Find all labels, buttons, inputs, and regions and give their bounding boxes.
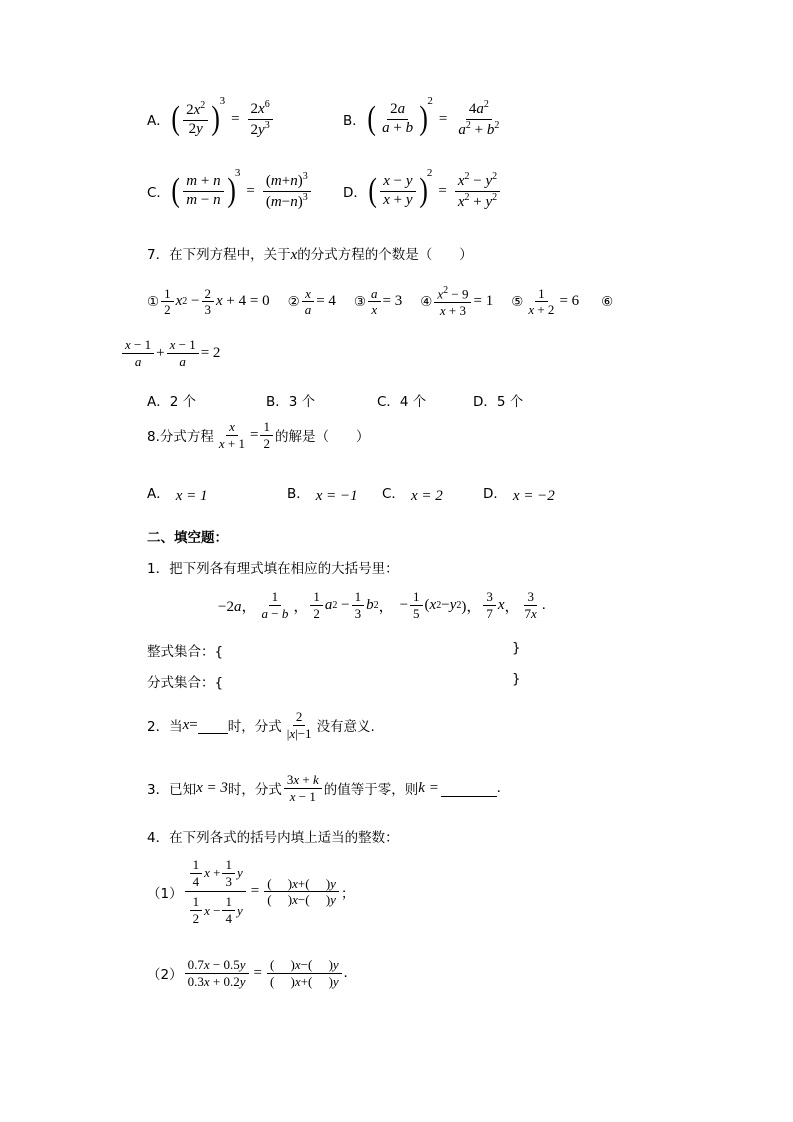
q7-option-a[interactable]: A．2 个 (147, 394, 197, 410)
q6-option-b[interactable]: B． ( $\frac{2a}{a + b}$ ) 2 = $\frac{4a^2}{a^2 + b^2}$ (343, 95, 500, 138)
f3-blank[interactable] (441, 780, 497, 797)
q6-option-b-label: B． (343, 113, 366, 130)
q6-option-a-label: A． (147, 113, 170, 130)
q7-equations: ① $\frac{1}{2}$ x 2 − $\frac{2}{3}$ x + 4 = 0 ② $\frac{x}{a}$ = 4 ③ $\frac{a}{x}$ = 3 ④ $\frac{x^2 - 9}{x + 3}$ = 1 ⑤ $\frac{1}{x + 2}$ = 6 ⑥ (147, 285, 614, 318)
q8-question: 8.分式方程 $\frac{x}{x + 1}$ = $\frac{1}{2}$ 的解是（ ） (147, 419, 370, 451)
f4-question: 4．在下列各式的括号内填上适当的整数： (147, 830, 399, 846)
q7-equation-6: $\frac{x - 1}{a}$ + $\frac{x - 1}{a}$ = 2 (120, 338, 220, 368)
f1-integral-set-label: 整式集合：{ (147, 644, 224, 660)
f4-part-2: （2） $\frac{0.7x - 0.5y}{0.3x + 0.2y}$ = $\frac{( )x-( )y}{( )x+( )y}$ . (147, 957, 348, 989)
q6-option-d-label: D． (343, 185, 367, 202)
f1-expressions: −2a， $\frac{1}{a - b}$ ， $\frac{1}{2}$ a 2 − $\frac{1}{3}$ b 2 ， − $\frac{1}{5}$ ( x 2 − y 2 )， $\frac{3}{7}$ x ， $\frac{3}{7x}$ . (218, 589, 546, 621)
q8-option-d[interactable]: D． x = −2 (483, 486, 555, 504)
f1-question: 1．把下列各有理式填在相应的大括号里： (147, 561, 399, 577)
q8-option-c[interactable]: C． x = 2 (382, 486, 443, 504)
q7-question: 7．在下列方程中，关于x的分式方程的个数是（ ） (147, 247, 473, 263)
f1-fraction-set-label: 分式集合：{ (147, 675, 224, 691)
f2-blank[interactable] (198, 717, 228, 734)
q6-option-a[interactable]: A． ( $\frac{2x^2}{2y}$ ) 3 = $\frac{2x^6}{2y^3}$ (147, 100, 275, 139)
q6-option-d[interactable]: D． ( $\frac{x - y}{x + y}$ ) 2 = $\frac{x^2 - y^2}{x^2 + y^2}$ (343, 172, 502, 211)
f1-integral-set-input[interactable] (230, 638, 505, 658)
f3-question: 3．已知 x = 3 时，分式 $\frac{3x + k}{x - 1}$ 的值等于零，则 k = . (147, 772, 501, 804)
q7-option-d[interactable]: D．5 个 (473, 394, 524, 410)
f1-fraction-set-close: } (512, 671, 521, 687)
q8-option-a[interactable]: A． x = 1 (147, 486, 208, 504)
f2-question: 2．当 x = 时，分式 $\frac{2}{|x|-1}$ 没有意义. (147, 709, 375, 741)
q6-option-c-label: C． (147, 185, 170, 202)
f1-integral-set-close: } (512, 640, 521, 656)
f4-part-1: （1） $\frac{1}{4}$ x + $\frac{1}{3}$ y $\frac{1}{2}$ x − $\frac{1}{4}$ y = $\frac{( )x+( )y}{( )x-( )y}$ ； (147, 857, 355, 926)
f1-fraction-set-input[interactable] (230, 669, 505, 689)
q8-option-b[interactable]: B． x = −1 (287, 486, 358, 504)
q7-option-c[interactable]: C．4 个 (377, 394, 427, 410)
q7-option-b[interactable]: B．3 个 (266, 394, 316, 410)
section-title-fill-blank: 二、填空题： (147, 530, 228, 546)
q6-option-c[interactable]: C． ( $\frac{m + n}{m - n}$ ) 3 = $\frac{(m+n)^3}{(m-n)^3}$ (147, 172, 313, 211)
